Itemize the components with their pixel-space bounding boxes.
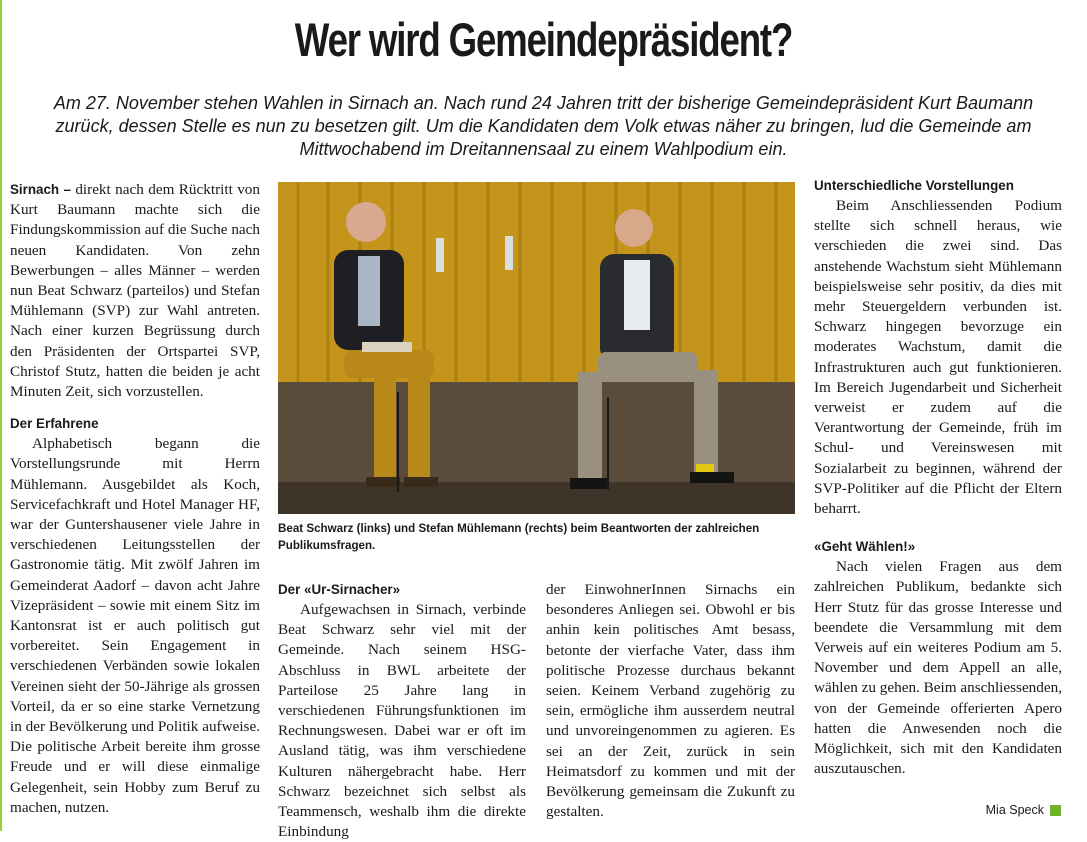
photo-caption: Beat Schwarz (links) und Stefan Mühlemann (rechts) beim Beantworten der zahlreichen Publikumsfragen.: [278, 522, 760, 552]
subheading-geht-waehlen: «Geht Wählen!»: [814, 539, 916, 555]
intro-paragraph: [10, 180, 260, 402]
paragraph-continued: der EinwohnerInnen Sirnachs ein besonderes Anliegen sei. Obwohl er bis anhin kein politisches Amt besass, betonte der vierfache Vater, dass ihm politische Prozesse durchaus bekannt seien. Keinem Verband zugehörig zu sein, ermögliche ihm ausserdem neutral und unvoreingenommen zu agieren. Es sei an der Zeit, zurück in sein Heimatsdorf zu kommen und mit der Bevölkerung gemeinsam die Zukunft zu gestalten.: [546, 581, 795, 821]
paragraph-unterschiedliche-vorstellungen: Beim Anschliessenden Podium stellte sich schnell heraus, wie verschieden die zwei sind. Das anstehende Wachstum sieht Mühlemann beispielsweise sehr positiv, da dies mit mehr Steuergeldern verbunden ist. Schwarz hingegen bevorzuge ein moderates Wachstum, damit die Infrastrukturen auch gut funktionieren. Im Bereich Jugendarbeit und Sicherheit verweist er zudem auf die Verantwortung der Gemeinde, früh im Schul- und Vereinswesen mit Sozialarbeit zu beginnen, während der SVP-Politiker auf die Pflicht der Eltern beharrt.: [814, 197, 1062, 518]
article-headline: Wer wird Gemeindepräsident?: [294, 13, 793, 66]
green-square-icon: [1050, 805, 1061, 816]
intro-text: direkt nach dem Rücktritt von Kurt Baumann machte sich die Findungskommission auf die Suche nach neuen Kandidaten. Von zehn Bewerbungen – alles Männer – werden nun Beat Schwarz (parteilos) und Stefan Mühlemann (SVP) zur Wahl antreten. Nach einer kurzen Begrüssung durch den Präsidenten der Ortspartei SVP, Christof Stutz, hatten die beiden je acht Minuten Zeit, sich vorzustellen.: [10, 181, 260, 401]
column-2: [278, 580, 526, 842]
podium-photo-illustration: [278, 182, 795, 514]
paragraph-geht-waehlen: Nach vielen Fragen aus dem zahlreichen Publikum, bedankte sich Herr Stutz für das grosse Interesse und beendete die Versammlung mit dem Verweis auf ein weiteres Podium am 5. November und dem Appell an alle, wählen zu gehen. Beim anschliessenden, von der Gemeinde offerierten Apero hatten die Anwesenden noch die Möglichkeit, sich mit den Kandidaten auszutauschen.: [814, 558, 1062, 778]
author-credit: [986, 803, 1061, 817]
subheading-der-erfahrene: Der Erfahrene: [10, 416, 99, 432]
subheading-unterschiedliche-vorstellungen: Unterschiedliche Vorstellungen: [814, 178, 1014, 193]
column-3: [546, 580, 795, 822]
page-edge-stripe: [0, 0, 2, 831]
column-1: [10, 180, 260, 818]
paragraph-ur-sirnacher: Aufgewachsen in Sirnach, verbinde Beat Schwarz sehr viel mit der Gemeinde. Nach seinem HSG-Abschluss in BWL arbeitete der Parteilose 25 Jahre lang in verschiedenen Führungsfunktionen im Rechnungswesen. Dabei war er oft im Ausland tätig, was ihm verschiedene Kulturen nähergebracht habe. Herr Schwarz bezeichnet sich selbst als Teammensch, weshalb ihm die direkte Einbindung: [278, 601, 526, 841]
author-name: Mia Speck: [985, 803, 1044, 817]
dateline: Sirnach –: [10, 182, 71, 197]
article-photo: [278, 182, 795, 514]
column-4: [814, 176, 1062, 779]
subheading-ur-sirnacher: Der «Ur-Sirnacher»: [278, 582, 401, 597]
paragraph-der-erfahrene: Alphabetisch begann die Vorstellungsrunde mit Herrn Mühlemann. Ausgebildet als Koch, Servicefachkraft und Hotel Manager HF, war der Guntershausener viele Jahre in verschiedenen Leitungsstellen der Gastronomie tätig. Mit zwölf Jahren im Gemeinderat Aadorf – davon acht Jahre Vizepräsident – sowie mit einem Sitz im Kantonsrat ist er auch politisch gut vorbereitet. Sein Engagement in verschiedenen Verbänden sowie lokalen Vereinen sieht der 50-Jährige als grossen Vorteil, da er so eine starke Vernetzung in der Bevölkerung und Politik aufweise. Die politische Arbeit bereite ihm grosse Freude und er will diese einmalige Gelegenheit, sein Hobby zum Beruf zu machen, nutzen.: [10, 435, 260, 816]
article-lead: Am 27. November stehen Wahlen in Sirnach an. Nach rund 24 Jahren tritt der bisherige Gemeindepräsident Kurt Baumann zurück, dessen Stelle es nun zu besetzen gilt. Um die Kandidaten dem Volk etwas näher zu bringen, lud die Gemeinde am Mittwochabend im Dreitannensaal zu einem Wahlpodium ein.: [53, 93, 1034, 159]
